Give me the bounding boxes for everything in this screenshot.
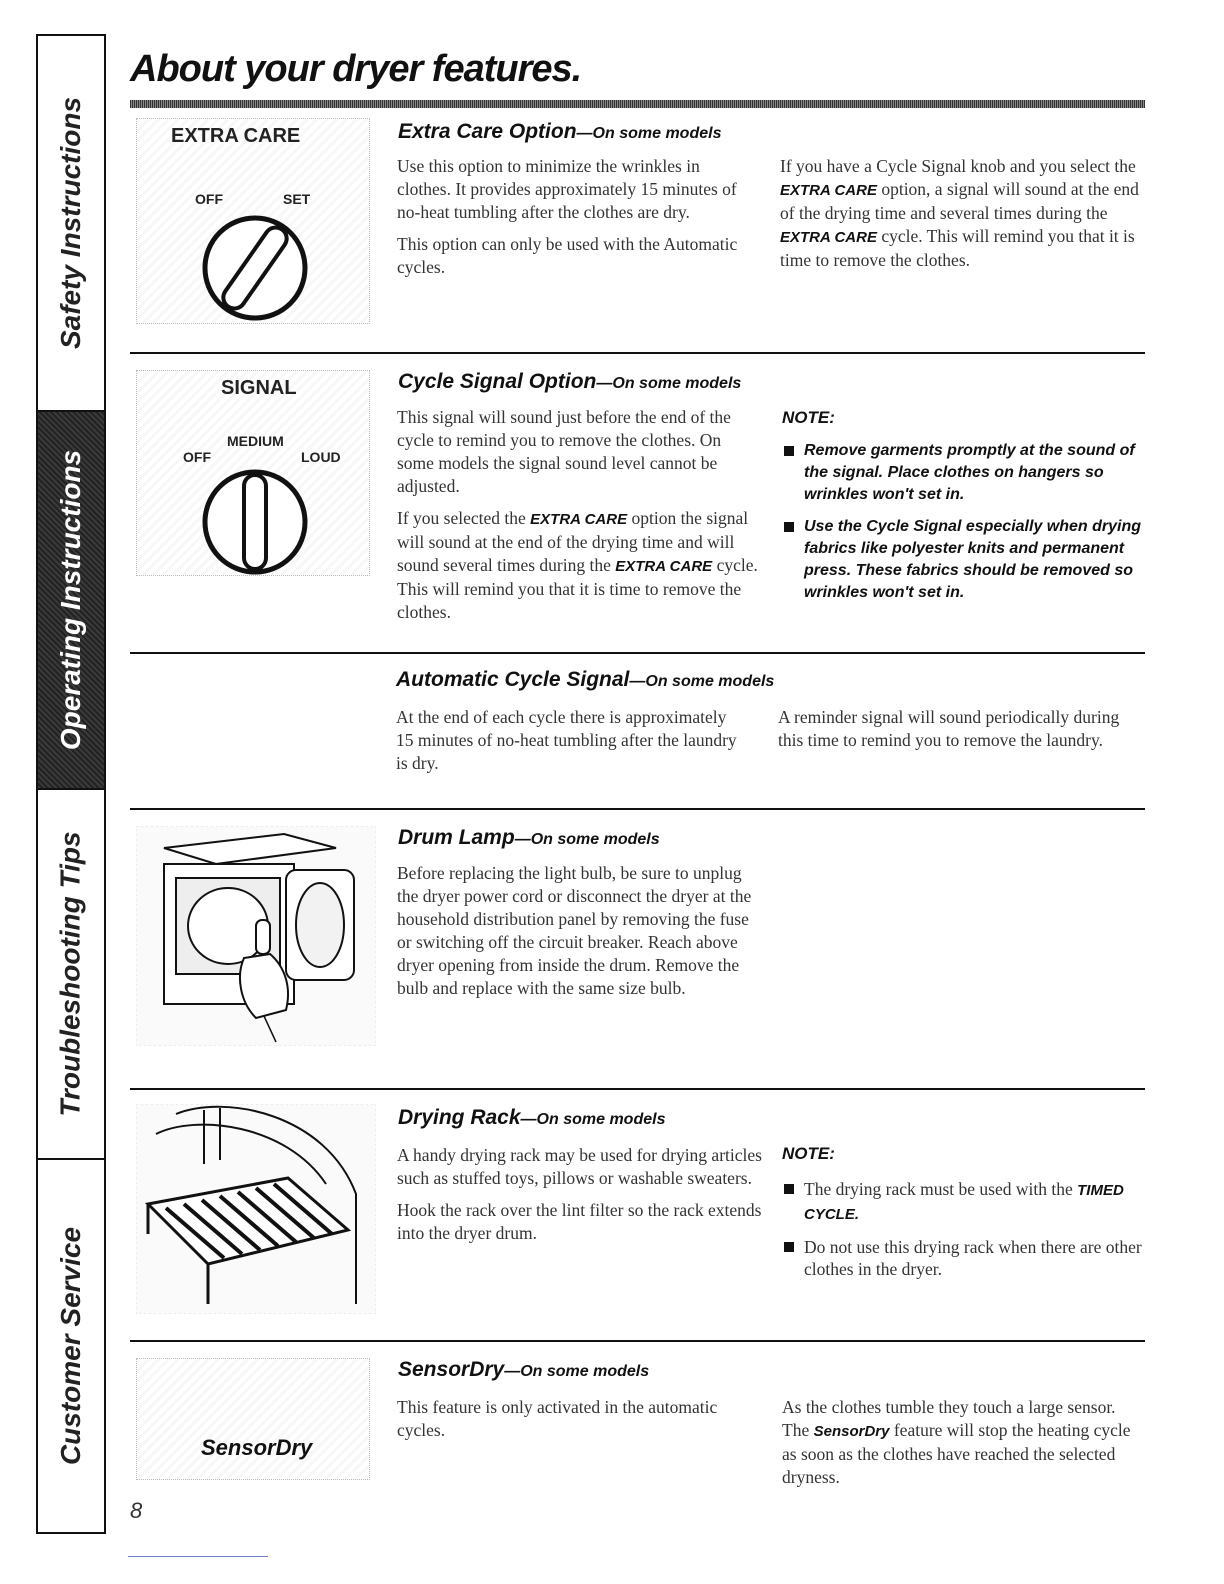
page-number: 8 <box>130 1498 143 1523</box>
cycle-signal-notes <box>782 440 1142 614</box>
section-divider <box>130 1340 1145 1342</box>
note-title: NOTE: <box>782 408 835 427</box>
page-title: About your dryer features. <box>130 48 582 90</box>
paragraph: If you have a Cycle Signal knob and you select the EXTRA CARE option, a signal will sound at the end of the drying time and several times during the EXTRA CARE cycle. This will remind you that it is time to remove the clothes. <box>780 156 1139 270</box>
signal-knob-panel <box>136 370 370 576</box>
paragraph: This signal will sound just before the end of the cycle to remind you to remove the clothes. On some models the signal sound level cannot be adjusted. <box>397 407 731 496</box>
paragraph: As the clothes tumble they touch a large sensor. The SensorDry feature will stop the heating cycle as soon as the clothes have reached the selected dryness. <box>782 1397 1131 1487</box>
section-divider <box>130 352 1145 354</box>
drum-lamp-heading: Drum Lamp—On some models <box>398 826 660 849</box>
extra-care-heading: Extra Care Option—On some models <box>398 120 722 143</box>
paragraph: Use this option to minimize the wrinkles in clothes. It provides approximately 15 minutes of no-heat tumbling after the clothes are dry. <box>397 156 737 222</box>
list-item: Use the Cycle Signal especially when drying fabrics like polyester knits and permanent press. These fabrics should be removed so wrinkles won't set in. <box>782 516 1142 604</box>
auto-signal-col1 <box>396 706 741 784</box>
section-divider <box>130 652 1145 654</box>
knob-set-label: SET <box>283 191 311 207</box>
cycle-signal-col1 <box>397 406 762 633</box>
extra-care-col2 <box>780 155 1145 281</box>
drying-rack-heading: Drying Rack—On some models <box>398 1106 666 1129</box>
list-item: Do not use this drying rack when there are other clothes in the dryer. <box>782 1236 1142 1280</box>
extra-care-knob-icon[interactable] <box>197 213 313 323</box>
drum-lamp-illustration <box>136 826 376 1046</box>
drum-lamp-body <box>397 862 752 1009</box>
auto-signal-col2 <box>778 706 1133 761</box>
knob-off-label: OFF <box>195 191 223 207</box>
paragraph: This feature is only activated in the automatic cycles. <box>397 1397 718 1440</box>
drying-rack-illustration <box>136 1104 376 1314</box>
paragraph: This option can only be used with the Automatic cycles. <box>397 234 738 277</box>
drying-rack-notes <box>782 1178 1142 1290</box>
paragraph: A handy drying rack may be used for drying articles such as stuffed toys, pillows or washable sweaters. <box>397 1145 762 1188</box>
sensordry-col2 <box>782 1396 1142 1498</box>
sensordry-panel-label: SensorDry <box>201 1435 313 1460</box>
paragraph: A reminder signal will sound periodically during this time to remind you to remove the laundry. <box>778 707 1120 750</box>
paragraph: At the end of each cycle there is approximately 15 minutes of no-heat tumbling after the laundry is dry. <box>396 707 737 773</box>
tab-label: Operating Instructions <box>55 449 86 751</box>
cycle-signal-heading: Cycle Signal Option—On some models <box>398 370 742 393</box>
drying-rack-col1 <box>397 1144 762 1254</box>
tab-operating-instructions[interactable] <box>38 412 104 790</box>
extra-care-col1 <box>397 155 757 288</box>
extra-care-knob-panel <box>136 118 370 324</box>
tab-troubleshooting-tips[interactable] <box>38 790 104 1160</box>
tab-label: Safety Instructions <box>55 96 86 350</box>
sensordry-heading: SensorDry—On some models <box>398 1358 650 1381</box>
title-rule <box>130 100 1145 108</box>
sensordry-col1 <box>397 1396 737 1451</box>
list-item: Remove garments promptly at the sound of the signal. Place clothes on hangers so wrinkles won't set in. <box>782 440 1142 506</box>
paragraph: Hook the rack over the lint filter so the rack extends into the dryer drum. <box>397 1200 762 1243</box>
section-divider <box>130 808 1145 810</box>
tab-customer-service[interactable] <box>38 1160 104 1532</box>
paragraph: Before replacing the light bulb, be sure to unplug the dryer power cord or disconnect the dryer at the household distribution panel by removing the fuse or switching off the circuit breaker. Reach above dryer opening from inside the drum. Remove the bulb and replace with the same size bulb. <box>397 863 752 998</box>
tab-safety-instructions[interactable] <box>38 36 104 412</box>
list-item: The drying rack must be used with the TIMED CYCLE. <box>782 1178 1142 1226</box>
signal-knob-icon[interactable] <box>197 467 313 577</box>
signal-knob-label: SIGNAL <box>221 377 297 399</box>
sensordry-panel <box>136 1358 370 1480</box>
knob-loud-label: LOUD <box>301 449 341 465</box>
note-title: NOTE: <box>782 1144 835 1163</box>
extra-care-knob-label: EXTRA CARE <box>171 125 301 147</box>
section-divider <box>130 1088 1145 1090</box>
knob-medium-label: MEDIUM <box>227 433 284 449</box>
paragraph: If you selected the EXTRA CARE option the signal will sound at the end of the drying time and will sound several times during the EXTRA CARE cycle. This will remind you that it is time to remove the clothes. <box>397 508 758 622</box>
auto-signal-heading: Automatic Cycle Signal—On some models <box>396 668 775 691</box>
footer-line <box>128 1556 268 1557</box>
section-tabs <box>36 34 106 1534</box>
knob-off-label: OFF <box>183 449 211 465</box>
tab-label: Troubleshooting Tips <box>55 831 86 1117</box>
tab-label: Customer Service <box>55 1226 87 1466</box>
